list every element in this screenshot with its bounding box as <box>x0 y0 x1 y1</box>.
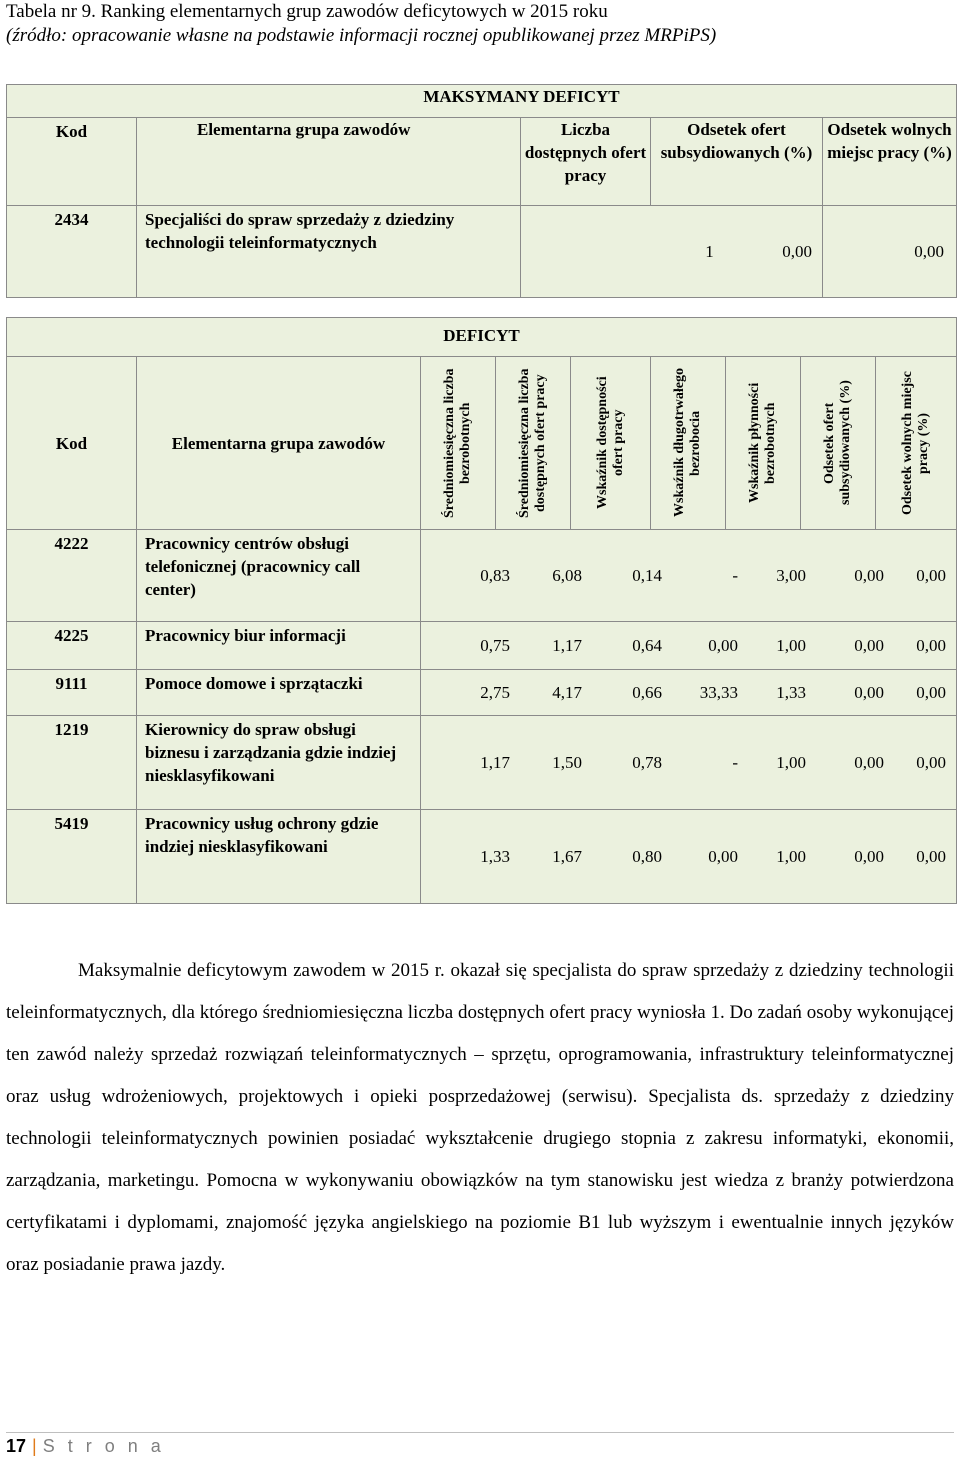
table-row <box>7 622 957 670</box>
row-values <box>421 670 957 716</box>
def-header-offers: Średniomiesięczna liczba dostępnych ofert pracy <box>496 357 571 530</box>
row-name: Pracownicy usług ochrony gdzie indziej niesklasyfikowani <box>137 810 421 904</box>
row-kod: 4225 <box>7 622 137 670</box>
max-deficit-table <box>6 84 957 298</box>
row-value: 4,17 <box>552 683 583 702</box>
row-value: 1,33 <box>776 683 807 702</box>
row-values <box>421 810 957 904</box>
row-value: 0,75 <box>480 636 511 655</box>
def-header-availability: Wskaźnik dostępności ofert pracy <box>571 357 651 530</box>
max-row-liczba: 1 <box>705 242 714 261</box>
row-name: Pracownicy biur informacji <box>137 622 421 670</box>
max-header-grupa: Elementarna grupa zawodów <box>137 118 521 206</box>
row-value: - <box>732 753 739 772</box>
max-table-title: MAKSYMANY DEFICYT <box>7 85 957 118</box>
row-value: 0,00 <box>854 847 885 866</box>
row-value: 0,00 <box>916 566 947 585</box>
max-row-kod: 2434 <box>7 206 137 298</box>
row-kod: 9111 <box>7 670 137 716</box>
row-value: - <box>732 566 739 585</box>
row-value: 0,66 <box>632 683 663 702</box>
max-row-values <box>521 206 823 298</box>
row-value: 0,00 <box>854 636 885 655</box>
row-kod: 1219 <box>7 716 137 810</box>
max-header-liczba: Liczba dostępnych ofert pracy <box>521 118 651 206</box>
row-value: 0,00 <box>916 753 947 772</box>
table-row <box>7 810 957 904</box>
row-value: 1,17 <box>480 753 511 772</box>
footer-label: S t r o n a <box>42 1436 165 1456</box>
row-value: 0,00 <box>708 636 739 655</box>
row-value: 0,00 <box>916 847 947 866</box>
def-header-subsidized: Odsetek ofert subsydiowanych (%) <box>801 357 876 530</box>
row-value: 0,00 <box>916 636 947 655</box>
def-header-longterm: Wskaźnik długotrwałego bezrobocia <box>651 357 726 530</box>
row-name: Kierownicy do spraw obsługi biznesu i zarządzania gdzie indziej niesklasyfikowani <box>137 716 421 810</box>
row-value: 33,33 <box>699 683 739 702</box>
row-values <box>421 622 957 670</box>
row-value: 1,17 <box>552 636 583 655</box>
max-row-wolne: 0,00 <box>823 206 957 298</box>
max-header-subs: Odsetek ofert subsydiowanych (%) <box>651 118 823 206</box>
table-row <box>7 716 957 810</box>
row-value: 1,50 <box>552 753 583 772</box>
row-value: 0,64 <box>632 636 663 655</box>
row-value: 0,80 <box>632 847 663 866</box>
row-value: 6,08 <box>552 566 583 585</box>
table-row <box>7 670 957 716</box>
table-row <box>7 530 957 622</box>
row-value: 1,00 <box>776 847 807 866</box>
row-values <box>421 716 957 810</box>
def-header-fluidity: Wskaźnik płynności bezrobotnych <box>726 357 801 530</box>
def-header-kod: Kod <box>7 357 137 530</box>
max-row-name: Specjaliści do spraw sprzedaży z dziedziny technologii teleinformatycznych <box>137 206 521 298</box>
row-value: 1,00 <box>776 636 807 655</box>
def-table-title: DEFICYT <box>7 318 957 357</box>
row-value: 3,00 <box>776 566 807 585</box>
row-value: 1,67 <box>552 847 583 866</box>
row-value: 0,14 <box>632 566 663 585</box>
table-caption <box>6 0 716 48</box>
row-value: 0,00 <box>854 566 885 585</box>
row-value: 0,00 <box>854 683 885 702</box>
max-row-subs: 0,00 <box>782 242 812 261</box>
row-name: Pracownicy centrów obsługi telefonicznej (pracownicy call center) <box>137 530 421 622</box>
row-kod: 5419 <box>7 810 137 904</box>
row-value: 0,83 <box>480 566 511 585</box>
footer-separator: | <box>32 1436 37 1456</box>
row-value: 2,75 <box>480 683 511 702</box>
row-value: 0,00 <box>708 847 739 866</box>
row-value: 1,33 <box>480 847 511 866</box>
deficit-table <box>6 317 957 904</box>
row-value: 0,00 <box>916 683 947 702</box>
row-kod: 4222 <box>7 530 137 622</box>
def-header-vacancies: Odsetek wolnych miejsc pracy (%) <box>876 357 957 530</box>
def-header-unemployed: Średniomiesięczna liczba bezrobotnych <box>421 357 496 530</box>
footer-rule <box>6 1432 954 1433</box>
caption-line-2: (źródło: opracowanie własne na podstawie informacji rocznej opublikowanej przez MRPiPS) <box>6 25 717 46</box>
page-number: 17 <box>6 1436 27 1456</box>
max-header-wolne: Odsetek wolnych miejsc pracy (%) <box>823 118 957 206</box>
row-values <box>421 530 957 622</box>
caption-line-1: Tabela nr 9. Ranking elementarnych grup zawodów deficytowych w 2015 roku <box>6 1 608 22</box>
row-name: Pomoce domowe i sprzątaczki <box>137 670 421 716</box>
row-value: 1,00 <box>776 753 807 772</box>
max-header-kod: Kod <box>7 118 137 206</box>
body-paragraph: Maksymalnie deficytowym zawodem w 2015 r. okazał się specjalista do spraw sprzedaży z dziedziny technologii teleinformatycznych, dla którego średniomiesięczna liczba dostępnych ofert pracy wyniosła 1. Do zadań osoby wykonującej ten zawód należy sprzedaż rozwiązań teleinformatycznych – sprzętu, oprogramowania, infrastruktury teleinformatycznej oraz usług wdrożeniowych, projektowych i opieki posprzedażowej (serwisu). Specjalista ds. sprzedaży z dziedziny technologii teleinformatycznych powinien posiadać wykształcenie drugiego stopnia z zakresu informatyki, ekonomii, zarządzania, marketingu. Pomocna w wykonywaniu obowiązków na tym stanowisku jest wiedza z branży potwierdzona certyfikatami i dyplomami, znajomość języka angielskiego na poziomie B1 lub wyższym i ewentualnie innych języków oraz posiadanie prawa jazdy. <box>6 960 954 1275</box>
page-footer <box>6 1436 165 1457</box>
row-value: 0,00 <box>854 753 885 772</box>
row-value: 0,78 <box>632 753 663 772</box>
def-header-grupa: Elementarna grupa zawodów <box>137 357 421 530</box>
